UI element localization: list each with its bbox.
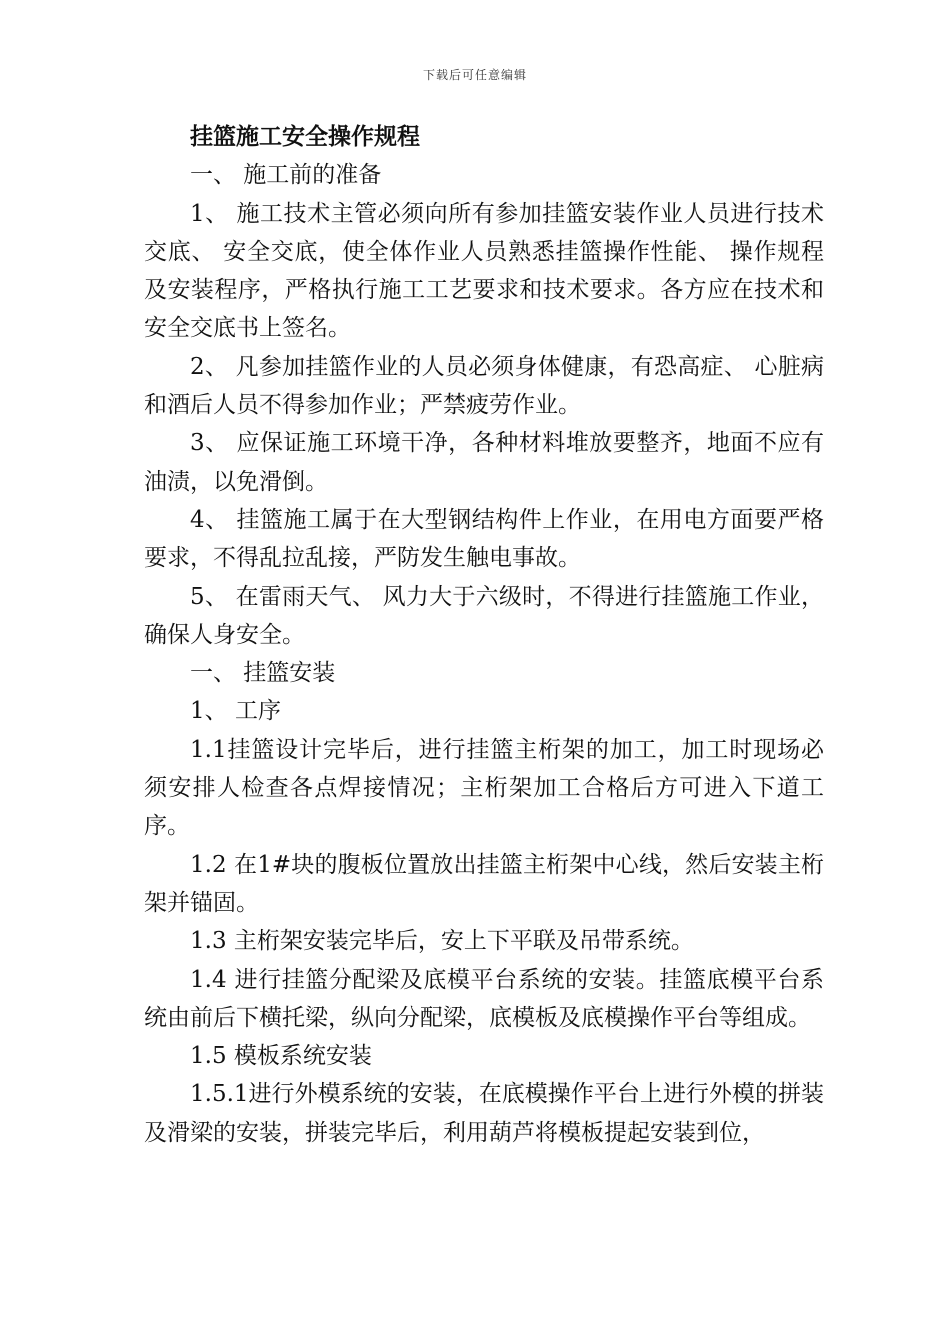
paragraph-step-1-5-1: 1.5.1进行外模系统的安装，在底模操作平台上进行外模的拼装及滑梁的安装，拼装完毕后，利用葫芦将模板提起安装到位， [144, 1081, 824, 1146]
paragraph-step-1-5: 1.5 模板系统安装 [190, 1043, 372, 1070]
document-body [144, 118, 824, 1152]
paragraph-item-4: 4、 挂篮施工属于在大型钢结构件上作业，在用电方面要严格要求，不得乱拉乱接，严防发生触电事故。 [144, 506, 824, 572]
paragraph-step-1-1: 1.1挂篮设计完毕后，进行挂篮主桁架的加工，加工时现场必须安排人检查各点焊接情况；主桁架加工合格后方可进入下道工序。 [144, 736, 824, 840]
page-header-note: 下载后可任意编辑 [422, 68, 527, 82]
section-heading-installation: 一、 挂篮安装 [190, 660, 336, 687]
paragraph-item-5: 5、 在雷雨天气、 风力大于六级时，不得进行挂篮施工作业， 确保人身安全。 [144, 583, 824, 648]
paragraph-step-1-2: 1.2 在1#块的腹板位置放出挂篮主桁架中心线，然后安装主桁架并锚固。 [144, 851, 824, 916]
paragraph-step-1-4: 1.4 进行挂篮分配梁及底模平台系统的安装。挂篮底模平台系统由前后下横托梁，纵向分配梁，底模板及底模操作平台等组成。 [144, 966, 824, 1031]
paragraph-item-3: 3、 应保证施工环境干净，各种材料堆放要整齐，地面不应有油渍，以免滑倒。 [144, 430, 824, 495]
document-title: 挂篮施工安全操作规程 [190, 123, 420, 150]
paragraph-item-1: 1、 施工技术主管必须向所有参加挂篮安装作业人员进行技术交底、 安全交底，使全体作业人员熟悉挂篮操作性能、 操作规程及安装程序，严格执行施工工艺要求和技术要求。各方应在技术和安全交底书上签名。 [144, 200, 824, 342]
paragraph-step-1-3: 1.3 主桁架安装完毕后，安上下平联及吊带系统。 [190, 928, 694, 955]
paragraph-item-2: 2、 凡参加挂篮作业的人员必须身体健康，有恐高症、 心脏病和酒后人员不得参加作业；严禁疲劳作业。 [144, 353, 824, 419]
section-heading-preparation: 一、 施工前的准备 [190, 162, 382, 189]
subsection-heading-procedure: 1、 工序 [190, 698, 281, 725]
